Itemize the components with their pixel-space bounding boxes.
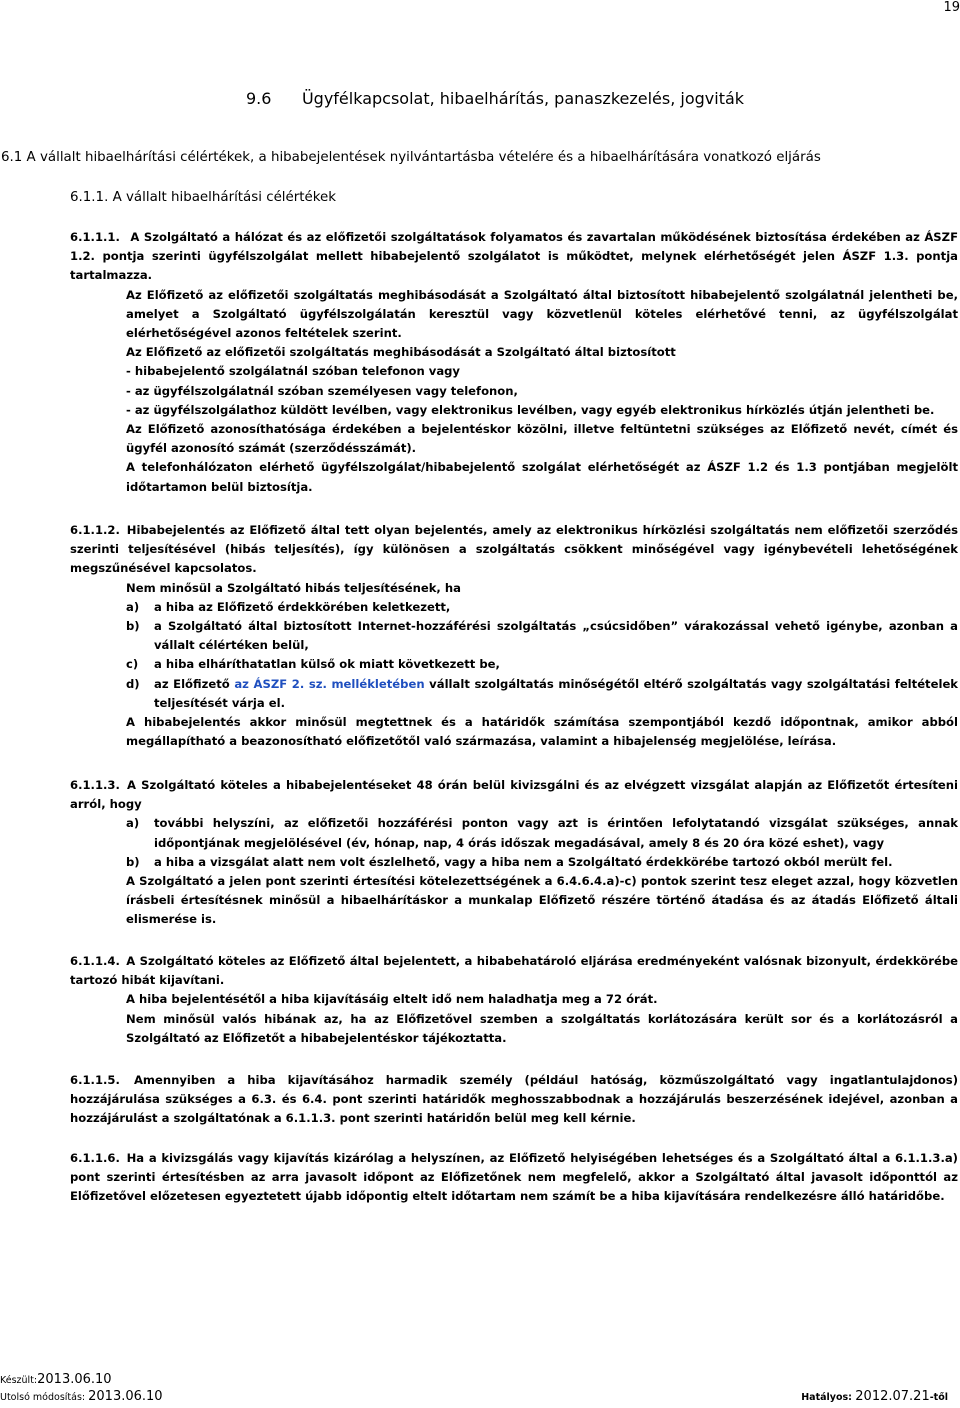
paragraph: - az ügyfélszolgálatnál szóban személyesen vagy telefonon,	[126, 383, 518, 398]
section-6-1-1-3	[70, 776, 958, 930]
section-number: 6.1.1.1.	[70, 230, 120, 244]
list-item	[126, 655, 958, 674]
paragraph: Nem minősül a Szolgáltató hibás teljesítésének, ha	[126, 580, 461, 595]
modified-label: Utolsó módosítás:	[0, 1392, 89, 1403]
created-label: Készült:	[0, 1375, 38, 1386]
list-text: a hiba a vizsgálat alatt nem volt észlelhető, vagy a hiba nem a Szolgáltató érdekkörébe tartozó okból merült fel.	[154, 854, 893, 869]
list-text-post: vállalt szolgáltatás minőségétől eltérő szolgáltatás vagy szolgáltatási feltételek teljesítését várja el.	[154, 676, 959, 710]
section-number: 6.1.1.5.	[70, 1073, 120, 1087]
section-first-paragraph: Amennyiben a hiba kijavításához harmadik személy (például hatóság, közműszolgáltató vagy ingatlantulajdonos) hozzájárulása szükséges a 6.3. és 6.4. pont szerinti határidők meghosszabbodnak a hozzájárulás beszerzésének idejével, azonban a hozzájárulást a szolgáltatónak a 6.1.1.3. pont szerinti határidőn belül meg kell kérnie.	[70, 1073, 958, 1126]
list-text: további helyszíni, az előfizetői hozzáférési ponton vagy azt is érintően lefolytatandó vizsgálat szükséges, annak időpontjának megjelölésével (év, hónap, nap, 4 órás időszak megadásával, amely 8 és 20 óra közé eshet), vagy	[154, 816, 958, 850]
section-number: 6.1.1.3.	[70, 778, 120, 792]
paragraph: Az Előfizető az előfizetői szolgáltatás meghibásodását a Szolgáltató által biztosított	[126, 345, 676, 360]
section-first-paragraph: Ha a kivizsgálás vagy kijavítás kizárólag a helyszínen, az Előfizető helyiségében lehetséges és a Szolgáltató által a 6.1.1.3.a) pont szerinti értesítésben az arra javasolt időpont az Előfizetőnek nem megfelelő, akkor a Szolgáltató által javasolt időponttól az Előfizetővel előzetesen egyeztetett újabb időpontig eltelt időtartam nem számít be a hiba kijavítására rendelkezésre álló határidőbe.	[70, 1151, 958, 1204]
list-text-pre: az Előfizető	[154, 676, 235, 691]
list-label: a)	[126, 816, 140, 831]
list-item	[126, 675, 958, 713]
section-first-paragraph: Hibabejelentés az Előfizető által tett olyan bejelentés, amely az elektronikus hírközlési szolgáltatás nem előfizetői szerződés szerinti teljesítésével (hibás teljesítés), így különösen a szolgáltatás csökkent minőségével vagy igénybevételi lehetőségének megszűnésével kapcsolatos.	[70, 523, 958, 576]
section-number: 6.1.1.6.	[70, 1151, 120, 1165]
list-label: d)	[126, 676, 140, 691]
footer-created	[0, 1372, 112, 1387]
paragraph: Az Előfizető az előfizetői szolgáltatás meghibásodását a Szolgáltató által biztosított hibabejelentő szolgálatnál jelentheti be, amelyet a Szolgáltató ügyfélszolgálatán keresztül vagy közvetlenül köteles elérhetővé tenni, az ügyfélszolgálat elérhetőségével azonos feltételek szerint.	[126, 287, 958, 341]
paragraph: A Szolgáltató a jelen pont szerinti értesítési kötelezettségének a 6.4.6.4.a)-c) pontok szerint tesz eleget azzal, hogy közvetlen írásbeli értesítésnek minősül a hibaelhárításkor a munkalap Előfizető részére történő átadása és az átadás Előfizető általi elismerése is.	[126, 874, 958, 927]
section-6-1-1-5	[70, 1071, 958, 1129]
section-heading: 9.6 Ügyfélkapcsolat, hibaelhárítás, panaszkezelés, jogviták	[246, 89, 745, 108]
effective-label: Hatályos:	[801, 1392, 856, 1403]
list-label: a)	[126, 599, 140, 614]
paragraph: Az Előfizető azonosíthatósága érdekében a bejelentéskor közölni, illetve feltüntetni szükséges az Előfizető nevét, címét és ügyfél azonosító számát (szerződésszámát).	[126, 422, 958, 456]
subsection-heading: 6.1 A vállalt hibaelhárítási célértékek, a hibabejelentések nyilvántartásba vételére és a hibaelhárítására vonatkozó eljárás	[1, 150, 821, 165]
section-first-paragraph: A Szolgáltató köteles a hibabejelentéseket 48 órán belül kivizsgálni és az elvégzett vizsgálat alapján az Előfizetőt értesíteni arról, hogy	[70, 778, 958, 812]
list-item	[126, 814, 958, 852]
section-first-paragraph: A Szolgáltató köteles az Előfizető által bejelentett, a hibabehatároló eljárása eredményeként valósnak bizonyult, érdekkörébe tartozó hibát kijavítani.	[70, 954, 958, 988]
section-6-1-1-4	[70, 952, 958, 1048]
list-text	[154, 675, 958, 713]
footer-modified	[0, 1389, 163, 1404]
list-label: b)	[126, 854, 140, 869]
subsubsection-heading: 6.1.1. A vállalt hibaelhárítási célértékek	[70, 190, 337, 205]
list-text: a hiba elháríthatatlan külső ok miatt következett be,	[154, 657, 500, 672]
section-number: 6.1.1.4.	[70, 954, 120, 968]
list-item	[126, 853, 958, 872]
paragraph: A hibabejelentés akkor minősül megtettnek és a határidők számítása szempontjából kezdő időpontnak, amikor abból megállapítható a beazonosítható előfizetőtől való származása, valamint a hibajelenség megjelölése, leírása.	[126, 715, 958, 749]
effective-suffix: -től	[929, 1392, 948, 1403]
page-number: 19	[943, 0, 960, 15]
list-label: c)	[126, 657, 139, 672]
paragraph: Nem minősül valós hibának az, ha az Előfizetővel szemben a szolgáltatás korlátozására került sor és a korlátozásról a Szolgáltató az Előfizetőt a hibabejelentéskor tájékoztatta.	[126, 1011, 958, 1045]
paragraph: - hibabejelentő szolgálatnál szóban telefonon vagy	[126, 364, 460, 379]
section-first-paragraph: A Szolgáltató a hálózat és az előfizetői szolgáltatások folyamatos és zavartalan működésének biztosítása érdekében az ÁSZF 1.2. pontja szerinti ügyfélszolgálat mellett hibabejelentő szolgálatot is működtet, melynek elérhetőségét jelen ÁSZF 1.3. pontja tartalmazza.	[70, 230, 958, 283]
list-text: a hiba az Előfizető érdekkörében keletkezett,	[154, 599, 451, 614]
effective-value: 2012.07.21	[855, 1389, 930, 1404]
modified-value: 2013.06.10	[88, 1389, 163, 1404]
paragraph: A telefonhálózaton elérhető ügyfélszolgálat/hibabejelentő szolgálat elérhetőségét az ÁSZF 1.2 és 1.3 pontjában megjelölt időtartamon belül biztosítja.	[126, 460, 958, 494]
footer-effective	[801, 1389, 948, 1404]
list-label: b)	[126, 619, 140, 634]
list-item	[126, 617, 958, 655]
section-6-1-1-1	[70, 228, 958, 497]
paragraph: - az ügyfélszolgálathoz küldött levélben, vagy elektronikus levélben, vagy egyéb elektronikus hírközlés útján jelentheti be.	[126, 402, 935, 417]
section-number: 6.1.1.2.	[70, 523, 120, 537]
section-6-1-1-6	[70, 1149, 958, 1207]
list-item	[126, 598, 958, 617]
paragraph: A hiba bejelentésétől a hiba kijavításáig eltelt idő nem haladhatja meg a 72 órát.	[126, 992, 658, 1007]
list-text: a Szolgáltató által biztosított Internet-hozzáférési szolgáltatás „csúcsidőben” várakozással vehető igénybe, azonban a vállalt célértéken belül,	[154, 619, 958, 653]
created-value: 2013.06.10	[37, 1372, 112, 1387]
section-6-1-1-2	[70, 521, 958, 751]
annex-link[interactable]: az ÁSZF 2. sz. mellékletében	[234, 676, 425, 691]
